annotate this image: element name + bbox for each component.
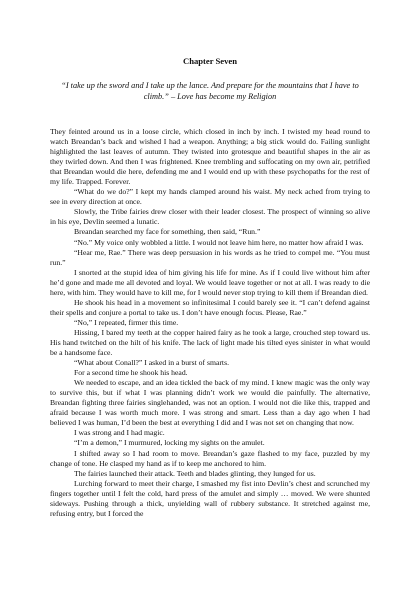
paragraph: I was strong and I had magic.	[74, 428, 165, 438]
paragraph: He shook his head in a movement so infinitesimal I could barely see it. “I can’t defend against their spells and conjure a portal to take us. I don’t have enough focus. Please, Rae.”	[50, 297, 370, 317]
chapter-title: Chapter Seven	[182, 56, 238, 66]
paragraph: The fairies launched their attack. Teeth and blades glinting, they lunged for us.	[74, 468, 316, 478]
paragraph: I snorted at the stupid idea of him giving his life for mine. As if I could live without him after he’d gone and made me all devoted and loyal. We would leave together or not at all. I was ready to die here, with him. They would have to kill me, for I would never stop trying to kill them if Breandan died.	[50, 267, 370, 297]
paragraph: “What do we do?” I kept my hands clamped around his waist. My neck ached from trying to see in every direction at once.	[50, 187, 370, 207]
body-text	[50, 127, 370, 519]
paragraph: They feinted around us in a loose circle, which closed in inch by inch. I twisted my head round to watch Breandan’s back and wished I had a weapon. Anything; a big stick would do. Failing sunlight highlighted the last leaves of autumn. They twisted into grotesque and beautiful shapes in the air as they twirled down. And then I was frightened. Knee trembling and suffocating on my own air, petrified that Breandan would die here, defending me and I would end up with these psychopaths for the rest of my life. Trapped. Forever.	[50, 127, 370, 187]
paragraph: Lurching forward to meet their charge, I smashed my fist into Devlin’s chest and scrunched my fingers together until I felt the cold, hard press of the amulet and simply … moved. We were shunted sideways. Pushing through a thick, unyielding wall of rubbery substance. It stretched against me, refusing entry, but I forced the	[50, 478, 370, 518]
paragraph: “No.” My voice only wobbled a little. I would not leave him here, no matter how afraid I was.	[74, 237, 364, 247]
paragraph: Hissing, I bared my teeth at the copper haired fairy as he took a large, crouched step toward us. His hand twitched on the hilt of his knife. The lack of light made his tilted eyes sinister in what would be a handsome face.	[50, 327, 370, 358]
paragraph: “No,” I repeated, firmer this time.	[74, 317, 179, 327]
paragraph: “What about Conall?” I asked in a burst of smarts.	[74, 358, 229, 368]
paragraph: For a second time he shook his head.	[74, 368, 188, 378]
paragraph: Slowly, the Tribe fairies drew closer with their leader closest. The prospect of winning so alive in his eye, Devlin seemed a lunatic.	[50, 207, 370, 227]
paragraph: Breandan searched my face for something, then said, “Run.”	[74, 227, 261, 237]
epigraph: “I take up the sword and I take up the lance. And prepare for the mountains that I have to climb.” – Love has become my Religion	[61, 81, 359, 101]
paragraph: “I’m a demon,” I murmured, locking my sights on the amulet.	[74, 438, 265, 448]
paragraph: “Hear me, Rae.” There was deep persuasion in his words as he tried to compel me. “You must run.”	[50, 247, 370, 267]
paragraph: I shifted away so I had room to move. Breandan’s gaze flashed to my face, puzzled by my change of tone. He clasped my hand as if to keep me anchored to him.	[50, 448, 370, 468]
paragraph: We needed to escape, and an idea tickled the back of my mind. I knew magic was the only way to survive this, but if what I was planning didn’t work we would die painfully. The alternative, Breandan fighting three fairies singlehanded, was not an option. I would not die like this, trapped and afraid because I was worth much more. I was strong and smart. Less than a day ago when I had believed I was human, I’d been the best at everything I did and I was not set on changing that now.	[50, 378, 370, 428]
